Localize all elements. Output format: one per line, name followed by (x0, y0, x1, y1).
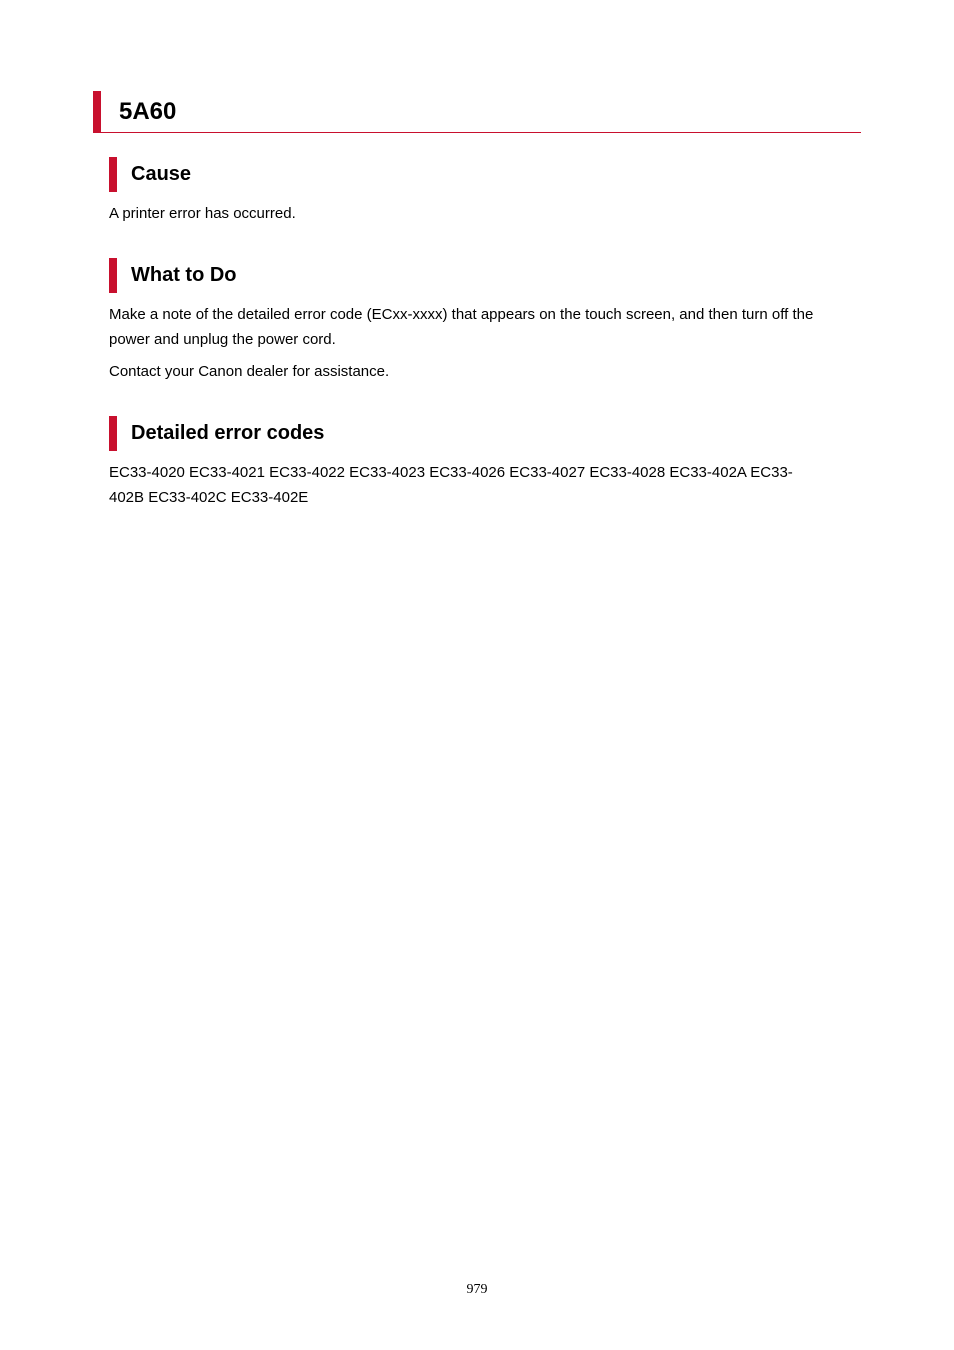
section-title-detailed-error-codes: Detailed error codes (131, 422, 325, 444)
page-title: 5A60 (119, 98, 177, 125)
section-accent-bar (109, 258, 117, 293)
error-codes-text: EC33-4020 EC33-4021 EC33-4022 EC33-4023 EC33-4026 EC33-4027 EC33-4028 EC33-402A EC33-402B EC33-402C EC33-402E (109, 464, 793, 506)
section-title-what-to-do: What to Do (131, 264, 237, 286)
section-heading-cause (109, 157, 849, 192)
page-number: 979 (466, 1282, 488, 1297)
section-heading-detailed-error-codes (109, 416, 849, 451)
section-title-cause: Cause (131, 163, 192, 185)
section-accent-bar (109, 157, 117, 192)
section-heading-what-to-do (109, 258, 849, 293)
heading-accent-bar (93, 91, 101, 133)
what-to-do-text-1: Make a note of the detailed error code (ECxx-xxxx) that appears on the touch screen, and then turn off the power and unplug the power cord. (109, 306, 814, 348)
section-accent-bar (109, 416, 117, 451)
page-heading (93, 91, 861, 133)
what-to-do-text-2: Contact your Canon dealer for assistance. (109, 363, 390, 380)
cause-text: A printer error has occurred. (109, 205, 296, 222)
